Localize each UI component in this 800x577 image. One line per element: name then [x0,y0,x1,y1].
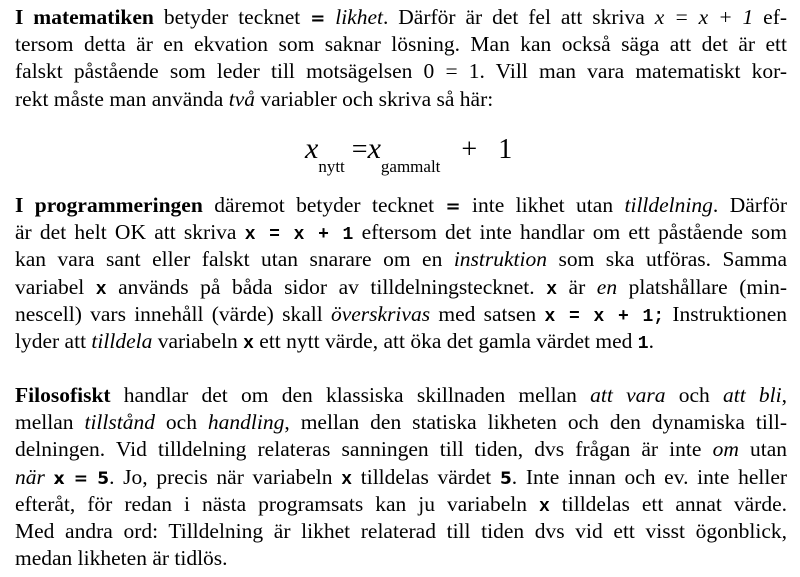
emphasis: när [15,464,45,489]
emphasis: instruktion [453,247,547,272]
text-line [15,192,787,219]
emphasis: tilldelning [624,193,713,217]
code-snippet: x [538,496,550,517]
text-line [15,219,787,246]
emphasis: att vara [590,383,666,407]
text: platshållare (min- [617,274,788,299]
text [45,465,54,489]
text: . Inte innan och ev. inte heller [511,464,788,489]
text: . Därför är det fel att skriva [382,5,655,29]
paragraph-philosophy [15,382,787,572]
text: med satsen [430,301,545,326]
emphasis: överskrivas [330,301,431,326]
text: handlar det om den klassiska skillnaden mellan [110,383,591,407]
text: utan [738,437,787,462]
text: variabler och skriva så här: [255,86,494,111]
text: . Vill man vara matematiskt kor- [479,59,787,84]
code-snippet: 5 [499,468,512,489]
text: däremot betyder tecknet [202,193,446,217]
text-line [15,4,787,31]
text: tilldelas ett annat värde. [549,491,787,516]
number: 1 [498,134,513,165]
text-line [15,246,787,273]
code-snippet: x = x + 1; [544,306,665,327]
text: Instruktionen [664,301,787,326]
text: tilldelas värdet [352,464,500,489]
code-snippet: 1 [637,333,649,354]
text: kan vara sant eller falskt utan snarare om en [15,247,454,272]
text: används på båda sidor av tilldelningstecknet. [106,274,547,299]
emphasis: att bli [723,383,782,407]
emphasis: om [712,437,739,462]
text: . Jo, precis när variabeln [109,464,342,489]
text: . [648,328,654,353]
paragraph-mathematics [15,4,787,113]
text-line [15,409,787,436]
var-x: x [367,132,381,165]
emphasis: en [596,274,618,299]
text-line [15,58,787,85]
text: ef- [753,5,788,29]
subscript: gammalt [380,157,441,176]
text: och [665,383,723,407]
text: eftersom det inte handlar om ett påstående som [353,220,787,245]
text-line [15,436,787,463]
code-snippet: x [341,469,353,490]
equals-sign: = [445,196,461,217]
emphasis: tilldela [91,328,153,353]
text: falskt påstående som leder till motsägelsen [15,59,424,84]
code-snippet: x [243,333,254,354]
heading-inline: I matematiken [15,5,154,29]
text: som ska utföras. Samma [547,247,787,272]
text: lyder att [15,328,92,353]
code-snippet: x = 5 [53,468,110,489]
code-snippet: x [95,279,107,300]
text: och [154,410,208,435]
text-line [15,464,787,491]
text: mellan [15,410,85,435]
paragraph-programming [15,192,787,355]
plus-operator: + [461,134,478,165]
text: är det helt OK att skriva [15,220,245,245]
emphasis: handling [207,410,285,435]
text: nescell) vars innehåll (värde) skall [15,301,331,326]
code-snippet: x [546,279,557,300]
equation-block [305,132,512,182]
text: rekt måste man använda [15,86,229,111]
text: efteråt, för redan i nästa programsats kan ju variabeln [15,491,539,516]
var-x: x [305,132,319,165]
text-line: Med andra ord: Tilldelning är likhet relaterad till tiden dvs vid ett visst ögonblick, [15,518,787,543]
text: är [557,274,597,299]
math-expression: x = x + 1 [654,5,754,29]
text-line [15,382,787,409]
text: inte likhet utan [460,193,625,217]
text-line [15,86,787,113]
emphasis: tillstånd [84,410,155,435]
text-line [15,274,787,301]
subscript: nytt [318,157,345,176]
heading-inline: Filosofiskt [15,383,111,407]
equals-sign: = [310,8,326,29]
text: variabeln [152,328,244,353]
equals-operator: = [351,134,368,165]
text: , mellan den statiska likheten och den dynamiska till- [284,410,787,435]
text [325,5,335,29]
text-line [15,328,787,355]
text: variabel [15,274,96,299]
text-line [15,491,787,518]
emphasis: likhet [335,5,383,29]
text: betyder tecknet [153,5,311,29]
text: . Därför [712,193,787,217]
code-snippet: x = x + 1 [244,225,354,246]
text: delningen. Vid tilldelning relateras sanningen till tiden, dvs frågan är inte [15,437,713,462]
text-line: tersom detta är en ekvation som saknar lösning. Man kan också säga att det är ett [15,32,787,57]
math-expression: 0 = 1 [423,59,480,84]
heading-inline: I programmeringen [15,193,203,217]
text: ett nytt värde, att öka det gamla värdet med [253,328,638,353]
text: , [781,383,787,407]
emphasis: två [228,86,256,111]
text-line [15,301,787,328]
text-line: medan likheten är tidlös. [15,546,228,571]
